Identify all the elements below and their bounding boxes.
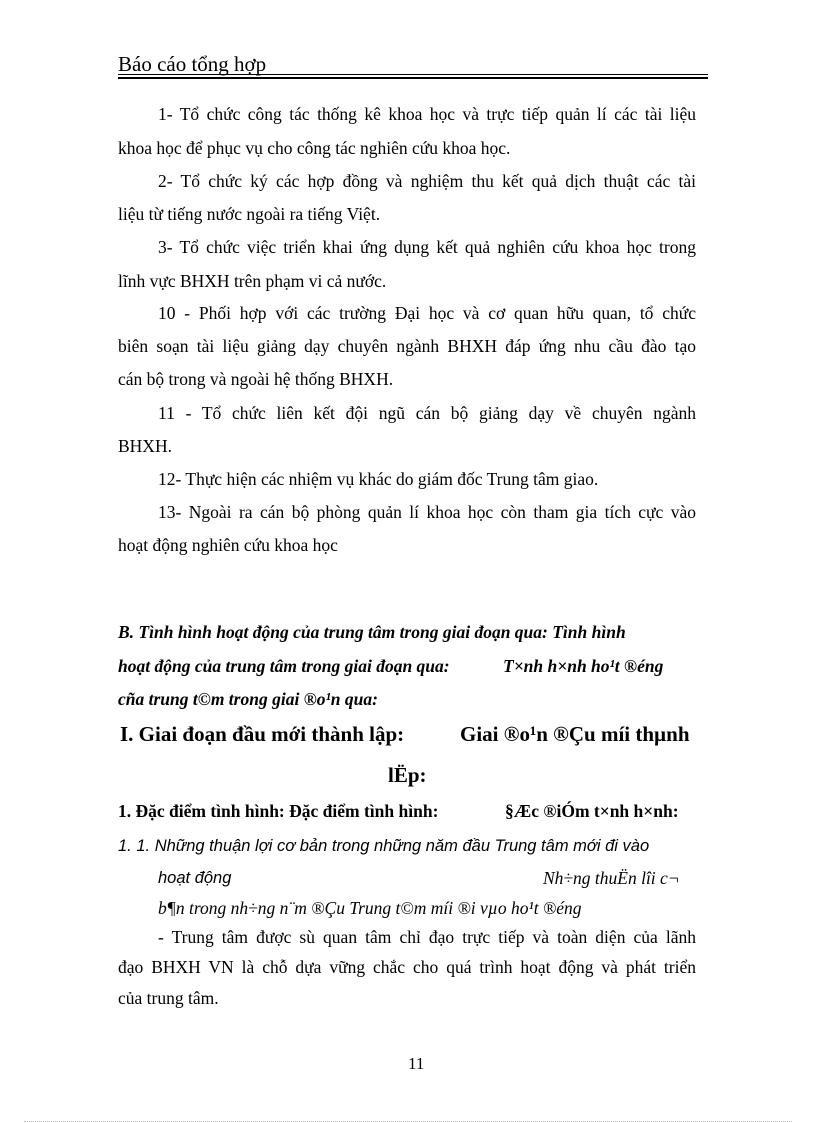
item-11-line-1: 11 - Tổ chức liên kết đội ngũ cán bộ giảng dạy về chuyên ngành bbox=[158, 403, 696, 423]
item-2-line-2: liệu từ tiếng nước ngoài ra tiếng Việt. bbox=[118, 204, 381, 224]
item-3-line-2: lĩnh vực BHXH trên phạm vi cả nước. bbox=[118, 271, 387, 291]
header-title: Báo cáo tổng hợp bbox=[118, 52, 267, 76]
item-10-line-3: cán bộ trong và ngoài hệ thống BHXH. bbox=[118, 369, 394, 389]
item-12-line-1: 12- Thực hiện các nhiệm vụ khác do giám đốc Trung tâm giao. bbox=[158, 469, 599, 489]
subsection-1-heading-garbled: §Æc ®iÓm t×nh h×nh: bbox=[505, 801, 679, 821]
item-13-line-2: hoạt động nghiên cứu khoa học bbox=[118, 535, 338, 555]
subsection-1-1-line-2a: hoạt động bbox=[158, 869, 232, 887]
page-number: 11 bbox=[408, 1054, 425, 1073]
item-1-line-1: 1- Tổ chức công tác thống kê khoa học và trực tiếp quản lí các tài liệu bbox=[158, 104, 696, 124]
item-13-line-1: 13- Ngoài ra cán bộ phòng quản lí khoa học còn tham gia tích cực vào bbox=[158, 502, 696, 522]
header-rule-thin bbox=[118, 74, 708, 75]
section-i-heading-garbled-2: lËp: bbox=[388, 763, 427, 787]
item-1-line-2: khoa học để phục vụ cho công tác nghiên cứu khoa học. bbox=[118, 138, 511, 158]
body-line-3: của trung tâm. bbox=[118, 988, 219, 1008]
body-line-1: - Trung tâm được sù quan tâm chỉ đạo trực tiếp và toàn diện của lãnh bbox=[158, 927, 696, 947]
footer-divider bbox=[24, 1121, 792, 1122]
item-10-line-1: 10 - Phối hợp với các trường Đại học và cơ quan hữu quan, tổ chức bbox=[158, 303, 696, 323]
item-2-line-1: 2- Tổ chức ký các hợp đồng và nghiệm thu kết quả dịch thuật các tài bbox=[158, 171, 696, 191]
item-3-line-1: 3- Tổ chức việc triển khai ứng dụng kết quả nghiên cứu khoa học trong bbox=[158, 237, 696, 257]
item-10-line-2: biên soạn tài liệu giảng dạy chuyên ngành BHXH đáp ứng nhu cầu đào tạo bbox=[118, 336, 696, 356]
section-b-line-1: B. Tình hình hoạt động của trung tâm trong giai đoạn qua: Tình hình bbox=[118, 622, 626, 642]
section-b-line-2a: hoạt động của trung tâm trong giai đoạn qua: bbox=[118, 656, 450, 676]
section-b-line-3: cña trung t©m trong giai ®o¹n qua: bbox=[118, 689, 378, 709]
subsection-1-1-line-2b: Nh÷ng thuËn lîi c¬ bbox=[543, 868, 680, 888]
section-i-heading-garbled-1: Giai ®o¹n ®Çu míi thµnh bbox=[460, 722, 690, 746]
header-rule-thick bbox=[118, 77, 708, 79]
section-b-line-2b: T×nh h×nh ho¹t ®éng bbox=[503, 656, 664, 676]
subsection-1-1-line-3: b¶n trong nh÷ng n¨m ®Çu Trung t©m míi ®i vµo ho¹t ®éng bbox=[158, 898, 582, 918]
item-11-line-2: BHXH. bbox=[118, 436, 172, 456]
body-line-2: đạo BHXH VN là chỗ dựa vững chắc cho quá trình hoạt động và phát triển bbox=[118, 957, 696, 977]
subsection-1-heading: 1. Đặc điểm tình hình: Đặc điểm tình hình: bbox=[118, 801, 439, 821]
subsection-1-1-line-1: 1. 1. Những thuận lợi cơ bản trong những năm đầu Trung tâm mới đi vào bbox=[118, 837, 650, 855]
section-i-heading: I. Giai đoạn đầu mới thành lập: bbox=[120, 722, 405, 746]
